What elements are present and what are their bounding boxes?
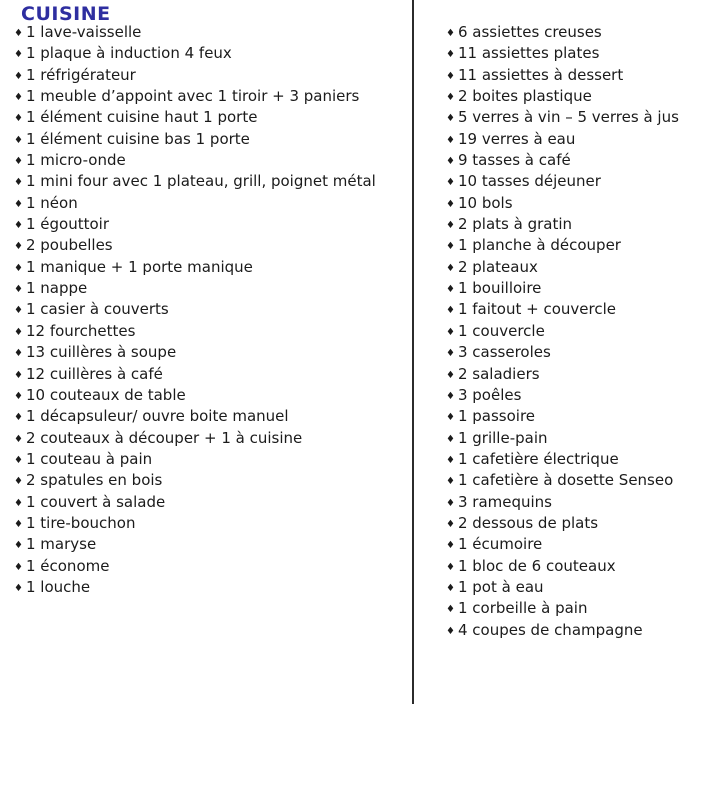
diamond-bullet-icon: ♦ <box>446 625 455 637</box>
item-text: 1 élément cuisine bas 1 porte <box>25 129 250 148</box>
list-item <box>446 321 722 342</box>
item-text: 3 poêles <box>457 385 522 404</box>
list-item <box>14 257 410 278</box>
item-text: 10 couteaux de table <box>25 385 186 404</box>
diamond-bullet-icon: ♦ <box>446 518 455 530</box>
list-item <box>14 406 410 427</box>
item-text: 1 maryse <box>25 535 97 554</box>
item-text: 1 néon <box>25 193 78 212</box>
item-text: 1 cafetière à dosette Senseo <box>457 471 674 490</box>
diamond-bullet-icon: ♦ <box>446 476 455 488</box>
item-text: 12 fourchettes <box>25 321 136 340</box>
list-item <box>14 107 410 128</box>
diamond-bullet-icon: ♦ <box>14 70 23 82</box>
item-text: 13 cuillères à soupe <box>25 343 177 362</box>
diamond-bullet-icon: ♦ <box>14 326 23 338</box>
item-text: 1 égouttoir <box>25 215 109 234</box>
item-text: 1 bouilloire <box>457 279 542 298</box>
diamond-bullet-icon: ♦ <box>14 476 23 488</box>
right-column-list <box>446 22 722 641</box>
diamond-bullet-icon: ♦ <box>14 241 23 253</box>
list-item <box>446 299 722 320</box>
diamond-bullet-icon: ♦ <box>14 582 23 594</box>
list-item <box>446 534 722 555</box>
item-text: 1 cafetière électrique <box>457 449 619 468</box>
item-text: 4 coupes de champagne <box>457 620 643 639</box>
list-item <box>14 385 410 406</box>
list-item <box>446 385 722 406</box>
diamond-bullet-icon: ♦ <box>446 604 455 616</box>
item-text: 2 plateaux <box>457 257 538 276</box>
diamond-bullet-icon: ♦ <box>446 412 455 424</box>
item-text: 1 plaque à induction 4 feux <box>25 44 232 63</box>
item-text: 9 tasses à café <box>457 151 571 170</box>
list-item <box>14 534 410 555</box>
item-text: 2 dessous de plats <box>457 513 599 532</box>
list-item <box>14 492 410 513</box>
item-text: 6 assiettes creuses <box>457 23 602 41</box>
diamond-bullet-icon: ♦ <box>14 348 23 360</box>
list-item <box>14 470 410 491</box>
list-item <box>446 428 722 449</box>
item-text: 1 corbeille à pain <box>457 599 588 618</box>
item-text: 1 casier à couverts <box>25 300 169 319</box>
list-item <box>446 492 722 513</box>
list-item <box>446 86 722 107</box>
diamond-bullet-icon: ♦ <box>446 198 455 210</box>
diamond-bullet-icon: ♦ <box>14 369 23 381</box>
diamond-bullet-icon: ♦ <box>446 220 455 232</box>
list-item <box>14 43 410 64</box>
diamond-bullet-icon: ♦ <box>446 305 455 317</box>
list-item <box>14 86 410 107</box>
list-item <box>446 150 722 171</box>
item-text: 1 tire-bouchon <box>25 513 136 532</box>
diamond-bullet-icon: ♦ <box>14 561 23 573</box>
list-item <box>446 278 722 299</box>
diamond-bullet-icon: ♦ <box>14 113 23 125</box>
item-text: 1 pot à eau <box>457 577 544 596</box>
list-item <box>14 513 410 534</box>
item-text: 1 bloc de 6 couteaux <box>457 556 616 575</box>
list-item <box>446 107 722 128</box>
item-text: 3 ramequins <box>457 492 552 511</box>
diamond-bullet-icon: ♦ <box>446 561 455 573</box>
list-item <box>446 193 722 214</box>
item-text: 1 couteau à pain <box>25 449 153 468</box>
diamond-bullet-icon: ♦ <box>446 134 455 146</box>
diamond-bullet-icon: ♦ <box>14 198 23 210</box>
list-item <box>446 235 722 256</box>
item-text: 1 écumoire <box>457 535 543 554</box>
diamond-bullet-icon: ♦ <box>14 262 23 274</box>
item-text: 1 manique + 1 porte manique <box>25 257 253 276</box>
item-text: 1 planche à découper <box>457 236 621 255</box>
item-text: 1 mini four avec 1 plateau, grill, poignet métal <box>25 172 376 191</box>
diamond-bullet-icon: ♦ <box>14 433 23 445</box>
diamond-bullet-icon: ♦ <box>446 70 455 82</box>
item-text: 2 boites plastique <box>457 87 592 106</box>
item-text: 3 casseroles <box>457 343 551 362</box>
item-text: 2 plats à gratin <box>457 215 573 234</box>
list-item <box>14 321 410 342</box>
diamond-bullet-icon: ♦ <box>446 433 455 445</box>
list-item <box>446 214 722 235</box>
item-text: 2 poubelles <box>25 236 113 255</box>
list-item <box>14 65 410 86</box>
list-item <box>446 257 722 278</box>
list-item <box>14 299 410 320</box>
item-text: 1 louche <box>25 577 91 596</box>
item-text: 1 couvercle <box>457 321 545 340</box>
list-item <box>446 470 722 491</box>
item-text: 1 passoire <box>457 407 536 426</box>
diamond-bullet-icon: ♦ <box>14 92 23 104</box>
page-title: CUISINE <box>21 3 111 25</box>
left-column-list <box>14 22 410 598</box>
item-text: 1 nappe <box>25 279 88 298</box>
list-item <box>14 150 410 171</box>
diamond-bullet-icon: ♦ <box>446 156 455 168</box>
list-item <box>14 278 410 299</box>
list-item <box>446 364 722 385</box>
item-text: 2 couteaux à découper + 1 à cuisine <box>25 428 303 447</box>
list-item <box>14 193 410 214</box>
list-item <box>14 577 410 598</box>
list-item <box>14 428 410 449</box>
list-item <box>446 22 722 43</box>
diamond-bullet-icon: ♦ <box>446 284 455 296</box>
list-item <box>14 22 410 43</box>
list-item <box>14 171 410 192</box>
diamond-bullet-icon: ♦ <box>446 177 455 189</box>
item-text: 1 meuble d’appoint avec 1 tiroir + 3 paniers <box>25 87 360 106</box>
list-item <box>446 513 722 534</box>
item-text: 1 micro-onde <box>25 151 126 170</box>
list-item <box>446 406 722 427</box>
item-text: 1 réfrigérateur <box>25 65 136 84</box>
item-text: 1 élément cuisine haut 1 porte <box>25 108 258 127</box>
list-item <box>14 342 410 363</box>
item-text: 10 tasses déjeuner <box>457 172 601 191</box>
item-text: 1 décapsuleur/ ouvre boite manuel <box>25 407 289 426</box>
list-item <box>446 65 722 86</box>
diamond-bullet-icon: ♦ <box>446 540 455 552</box>
list-item <box>14 214 410 235</box>
diamond-bullet-icon: ♦ <box>14 156 23 168</box>
list-item <box>14 129 410 150</box>
item-text: 2 saladiers <box>457 364 540 383</box>
diamond-bullet-icon: ♦ <box>446 582 455 594</box>
list-item <box>14 449 410 470</box>
diamond-bullet-icon: ♦ <box>446 241 455 253</box>
diamond-bullet-icon: ♦ <box>446 49 455 61</box>
item-text: 1 économe <box>25 556 110 575</box>
list-item <box>446 171 722 192</box>
diamond-bullet-icon: ♦ <box>14 49 23 61</box>
list-item <box>446 449 722 470</box>
list-item <box>14 556 410 577</box>
item-text: 1 lave-vaisselle <box>25 23 142 41</box>
diamond-bullet-icon: ♦ <box>14 390 23 402</box>
diamond-bullet-icon: ♦ <box>14 412 23 424</box>
list-item <box>446 342 722 363</box>
diamond-bullet-icon: ♦ <box>14 497 23 509</box>
diamond-bullet-icon: ♦ <box>14 220 23 232</box>
diamond-bullet-icon: ♦ <box>446 262 455 274</box>
diamond-bullet-icon: ♦ <box>446 28 455 39</box>
item-text: 1 couvert à salade <box>25 492 166 511</box>
list-item <box>446 598 722 619</box>
list-item <box>446 620 722 641</box>
diamond-bullet-icon: ♦ <box>446 326 455 338</box>
diamond-bullet-icon: ♦ <box>446 92 455 104</box>
diamond-bullet-icon: ♦ <box>446 454 455 466</box>
item-text: 11 assiettes plates <box>457 44 600 63</box>
list-item <box>14 235 410 256</box>
diamond-bullet-icon: ♦ <box>14 305 23 317</box>
item-text: 5 verres à vin – 5 verres à jus <box>457 108 679 127</box>
list-item <box>446 577 722 598</box>
diamond-bullet-icon: ♦ <box>446 497 455 509</box>
list-item <box>446 129 722 150</box>
list-item <box>14 364 410 385</box>
diamond-bullet-icon: ♦ <box>14 28 23 39</box>
diamond-bullet-icon: ♦ <box>446 390 455 402</box>
diamond-bullet-icon: ♦ <box>14 518 23 530</box>
column-divider <box>412 0 414 704</box>
item-text: 1 faitout + couvercle <box>457 300 616 319</box>
diamond-bullet-icon: ♦ <box>14 540 23 552</box>
item-text: 11 assiettes à dessert <box>457 65 624 84</box>
diamond-bullet-icon: ♦ <box>446 113 455 125</box>
diamond-bullet-icon: ♦ <box>446 348 455 360</box>
diamond-bullet-icon: ♦ <box>14 284 23 296</box>
diamond-bullet-icon: ♦ <box>14 454 23 466</box>
item-text: 10 bols <box>457 193 513 212</box>
item-text: 12 cuillères à café <box>25 364 163 383</box>
diamond-bullet-icon: ♦ <box>446 369 455 381</box>
list-item <box>446 556 722 577</box>
list-item <box>446 43 722 64</box>
item-text: 2 spatules en bois <box>25 471 163 490</box>
diamond-bullet-icon: ♦ <box>14 134 23 146</box>
item-text: 1 grille-pain <box>457 428 548 447</box>
diamond-bullet-icon: ♦ <box>14 177 23 189</box>
item-text: 19 verres à eau <box>457 129 576 148</box>
